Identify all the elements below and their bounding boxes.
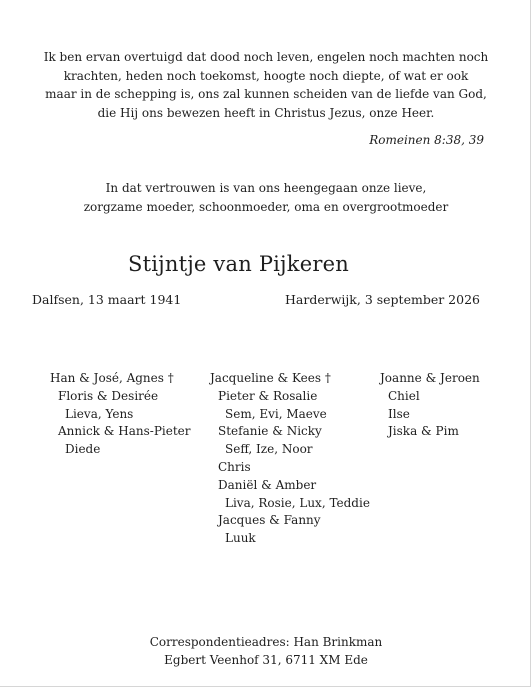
- family-member: Luuk: [225, 531, 256, 546]
- family-member: Han & José, Agnes †: [50, 371, 174, 385]
- family-member: Chris: [218, 459, 251, 474]
- family-column: [380, 370, 480, 441]
- death-place-date: Harderwijk, 3 september 2026: [285, 292, 480, 307]
- family-member: Pieter & Rosalie: [218, 388, 318, 403]
- intro-line: zorgzame moeder, schoonmoeder, oma en overgrootmoeder: [83, 199, 449, 214]
- family-member: Floris & Desirée: [58, 388, 159, 403]
- family-member: Chiel: [388, 388, 420, 403]
- family-member: Sem, Evi, Maeve: [225, 406, 327, 421]
- family-member: Jiska & Pim: [388, 424, 459, 439]
- family-column: [210, 370, 370, 548]
- family-member: Stefanie & Nicky: [218, 424, 322, 439]
- correspondence-line: Correspondentieadres: Han Brinkman: [149, 635, 383, 649]
- family-member: Joanne & Jeroen: [380, 371, 480, 385]
- family-column: [50, 370, 191, 459]
- verse-reference: Romeinen 8:38, 39: [369, 133, 484, 147]
- family-member: Diede: [65, 442, 101, 457]
- verse-line: krachten, heden noch toekomst, hoogte noch diepte, of wat er ook: [63, 68, 469, 83]
- deceased-name: Stijntje van Pijkeren: [128, 252, 349, 276]
- family-member: Liva, Rosie, Lux, Teddie: [225, 495, 370, 510]
- verse-line: maar in de schepping is, ons zal kunnen scheiden van de liefde van God,: [45, 87, 487, 101]
- family-member: Daniël & Amber: [218, 477, 317, 492]
- family-member: Jacques & Fanny: [218, 513, 321, 528]
- birth-place-date: Dalfsen, 13 maart 1941: [32, 292, 182, 307]
- family-member: Lieva, Yens: [65, 406, 134, 421]
- family-member: Seff, Ize, Noor: [225, 442, 313, 457]
- correspondence-address: [0, 633, 532, 669]
- intro-text: [20, 179, 512, 216]
- verse-line: Ik ben ervan overtuigd dat dood noch leven, engelen noch machten noch: [43, 50, 489, 64]
- correspondence-line: Egbert Veenhof 31, 6711 XM Ede: [164, 653, 368, 667]
- verse-line: die Hij ons bewezen heeft in Christus Jezus, onze Heer.: [97, 105, 435, 120]
- intro-line: In dat vertrouwen is van ons heengegaan onze lieve,: [105, 181, 427, 195]
- bible-verse: [20, 48, 512, 122]
- family-member: Jacqueline & Kees †: [210, 371, 331, 385]
- family-member: Annick & Hans-Pieter: [58, 424, 191, 439]
- family-member: Ilse: [388, 406, 410, 421]
